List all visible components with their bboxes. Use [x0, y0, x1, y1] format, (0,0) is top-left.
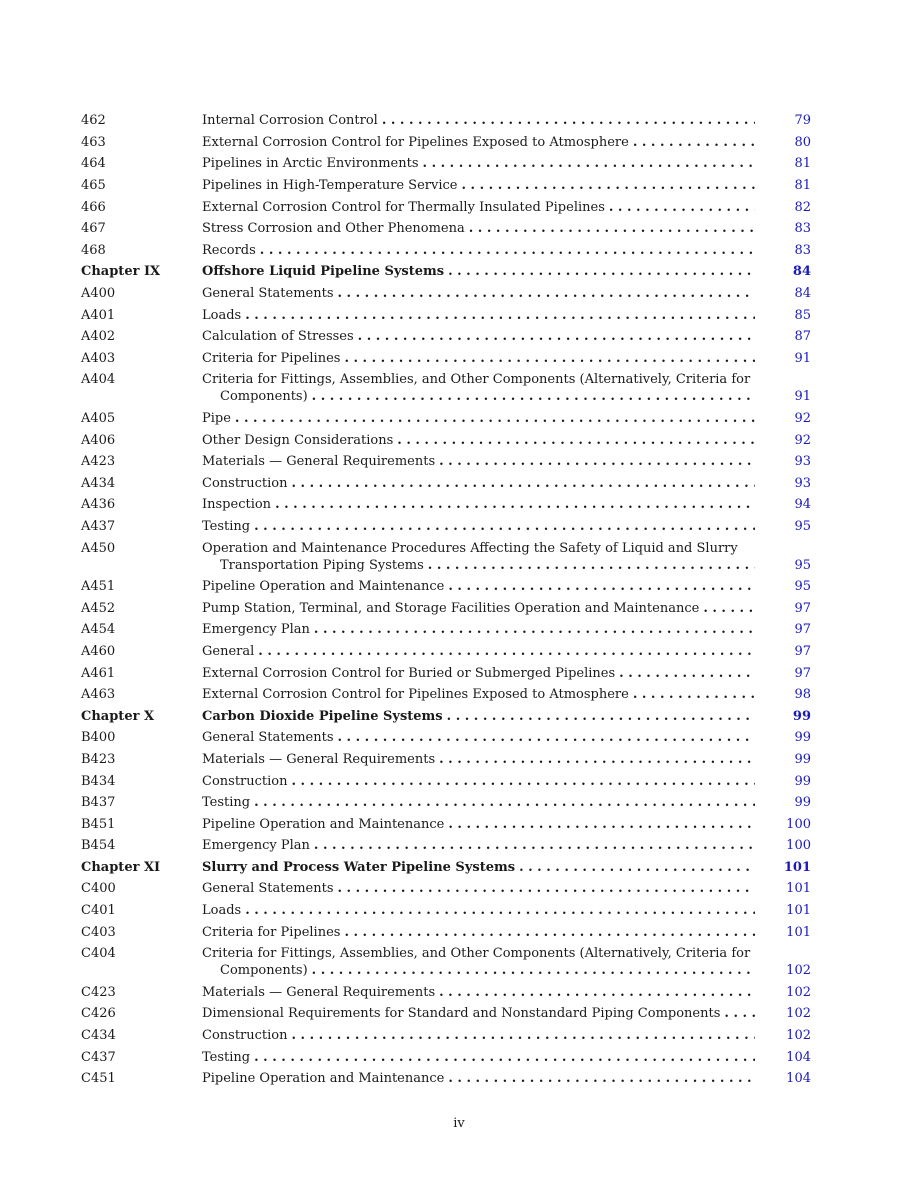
toc-title: External Corrosion Control for Thermally Insulated Pipelines [202, 199, 605, 215]
dot-leader [605, 199, 755, 216]
toc-page-link[interactable]: 95 [794, 557, 811, 573]
toc-page-link[interactable]: 91 [794, 389, 811, 405]
toc-title: Pipelines in Arctic Environments [202, 156, 419, 172]
dot-leader [354, 328, 755, 345]
toc-row[interactable] [81, 348, 811, 370]
toc-page-link[interactable]: 101 [786, 881, 811, 897]
toc-title: Pump Station, Terminal, and Storage Facilities Operation and Maintenance [202, 600, 700, 616]
toc-row[interactable] [81, 369, 811, 408]
dot-leader [720, 1005, 755, 1022]
toc-page-link[interactable]: 102 [786, 1006, 811, 1022]
toc-page-link[interactable]: 84 [794, 286, 811, 302]
toc-title: Slurry and Process Water Pipeline Systems [202, 859, 516, 875]
toc-title: External Corrosion Control for Buried or Submerged Pipelines [202, 665, 616, 681]
toc-title: Loads [202, 307, 242, 323]
toc-row[interactable] [81, 516, 811, 538]
toc-section-number: A461 [81, 665, 116, 681]
toc-row[interactable] [81, 727, 811, 749]
toc-row[interactable] [81, 451, 811, 473]
dot-leader [457, 177, 755, 194]
toc-section-number: A450 [81, 540, 116, 556]
toc-row[interactable] [81, 662, 811, 684]
toc-title: Criteria for Pipelines [202, 350, 341, 366]
dot-leader [444, 1070, 755, 1087]
toc-page-link[interactable]: 102 [786, 963, 811, 979]
toc-title: Testing [202, 1049, 251, 1065]
toc-row[interactable] [81, 792, 811, 814]
toc-chapter-row[interactable] [81, 857, 811, 879]
toc-page-link[interactable]: 101 [786, 924, 811, 940]
dot-leader [615, 665, 755, 682]
toc-section-number: A403 [81, 350, 116, 366]
toc-section-number: A404 [81, 372, 116, 388]
toc-page-link[interactable]: 97 [794, 600, 811, 616]
toc-title: External Corrosion Control for Pipelines Exposed to Atmosphere [202, 134, 629, 150]
toc-title: Offshore Liquid Pipeline Systems [202, 264, 445, 280]
toc-section-number: A436 [81, 497, 116, 513]
dot-leader [465, 220, 755, 237]
toc-page-link[interactable]: 94 [794, 497, 811, 513]
toc-title-continuation: Transportation Piping Systems [220, 557, 424, 573]
toc-title: Operation and Maintenance Procedures Affecting the Safety of Liquid and Slurry [202, 540, 738, 556]
toc-title: Materials — General Requirements [202, 984, 436, 1000]
toc-section-number: C451 [81, 1071, 116, 1087]
toc-page-link[interactable]: 99 [794, 751, 811, 767]
toc-page-link[interactable]: 99 [794, 795, 811, 811]
toc-title: Criteria for Fittings, Assemblies, and Other Components (Alternatively, Criteria for [202, 372, 751, 388]
toc-row[interactable] [81, 597, 811, 619]
toc-page-link[interactable]: 100 [786, 838, 811, 854]
toc-row[interactable] [81, 878, 811, 900]
toc-title: General Statements [202, 730, 334, 746]
dot-leader [256, 242, 755, 259]
toc-section-number: C437 [81, 1049, 116, 1065]
toc-section-number: A402 [81, 329, 116, 345]
dot-leader [340, 924, 755, 941]
toc-page-link[interactable]: 80 [794, 134, 811, 150]
toc-row[interactable] [81, 175, 811, 197]
toc-page-link[interactable]: 104 [786, 1071, 811, 1087]
toc-title: Stress Corrosion and Other Phenomena [202, 221, 465, 237]
toc-page-link[interactable]: 92 [794, 411, 811, 427]
toc-title: Calculation of Stresses [202, 329, 354, 345]
toc-row[interactable] [81, 537, 811, 576]
toc-page-link[interactable]: 99 [792, 708, 811, 724]
toc-section-number: A401 [81, 307, 116, 323]
toc-section-number: A460 [81, 643, 116, 659]
dot-leader [241, 902, 755, 919]
toc-title: Construction [202, 475, 288, 491]
dot-leader [334, 880, 756, 897]
toc-row[interactable] [81, 132, 811, 154]
dot-leader [310, 621, 755, 638]
toc-row[interactable] [81, 1003, 811, 1025]
toc-title: General Statements [202, 286, 334, 302]
toc-section-number: 463 [81, 134, 106, 150]
dot-leader [435, 453, 755, 470]
toc-page-link[interactable]: 97 [794, 622, 811, 638]
toc-section-number: A423 [81, 454, 116, 470]
dot-leader [250, 518, 755, 535]
toc-section-number: B451 [81, 816, 116, 832]
toc-section-number: Chapter X [81, 708, 155, 724]
toc-row[interactable] [81, 943, 811, 982]
toc-page-link[interactable]: 87 [794, 329, 811, 345]
toc-section-number: B423 [81, 751, 116, 767]
toc-row[interactable] [81, 110, 811, 132]
toc-title: Records [202, 242, 256, 258]
toc-page-link[interactable]: 79 [794, 113, 811, 129]
toc-page-link[interactable]: 93 [794, 475, 811, 491]
toc-row[interactable] [81, 684, 811, 706]
table-of-contents [81, 110, 811, 1090]
toc-row[interactable] [81, 283, 811, 305]
dot-leader [308, 388, 755, 405]
toc-section-number: B437 [81, 795, 116, 811]
dot-leader [424, 557, 755, 574]
toc-title: Emergency Plan [202, 838, 310, 854]
toc-section-number: 468 [81, 242, 106, 258]
dot-leader [288, 1027, 756, 1044]
toc-row[interactable] [81, 153, 811, 175]
dot-leader [444, 263, 755, 280]
toc-title: Inspection [202, 497, 272, 513]
toc-section-number: 464 [81, 156, 106, 172]
toc-title: Other Design Considerations [202, 432, 394, 448]
toc-page-link[interactable]: 104 [786, 1049, 811, 1065]
toc-page-link[interactable]: 101 [783, 859, 811, 875]
toc-row[interactable] [81, 408, 811, 430]
toc-row[interactable] [81, 196, 811, 218]
dot-leader [308, 962, 755, 979]
toc-title: General [202, 643, 255, 659]
toc-title: Emergency Plan [202, 622, 310, 638]
toc-row[interactable] [81, 1025, 811, 1047]
toc-page-link[interactable]: 98 [794, 687, 811, 703]
toc-page-link[interactable]: 93 [794, 454, 811, 470]
dot-leader [310, 837, 755, 854]
toc-title: Materials — General Requirements [202, 751, 436, 767]
page-number: iv [453, 1116, 465, 1131]
toc-row[interactable] [81, 749, 811, 771]
dot-leader [334, 285, 756, 302]
dot-leader [288, 773, 756, 790]
toc-row[interactable] [81, 641, 811, 663]
toc-title: Testing [202, 795, 251, 811]
toc-row[interactable] [81, 494, 811, 516]
toc-section-number: B434 [81, 773, 116, 789]
dot-leader [393, 432, 755, 449]
toc-title: Criteria for Fittings, Assemblies, and Other Components (Alternatively, Criteria for [202, 946, 751, 962]
toc-title: Construction [202, 1028, 288, 1044]
toc-title: Pipelines in High-Temperature Service [202, 178, 458, 194]
toc-title: General Statements [202, 881, 334, 897]
toc-title: Testing [202, 518, 251, 534]
toc-page-link[interactable]: 97 [794, 665, 811, 681]
dot-leader [629, 686, 755, 703]
toc-title: Pipeline Operation and Maintenance [202, 579, 445, 595]
toc-row[interactable] [81, 473, 811, 495]
toc-page-link[interactable]: 99 [794, 730, 811, 746]
toc-row[interactable] [81, 326, 811, 348]
toc-chapter-row[interactable] [81, 261, 811, 283]
dot-leader [288, 475, 756, 492]
toc-row[interactable] [81, 835, 811, 857]
toc-page-link[interactable]: 85 [794, 307, 811, 323]
dot-leader [444, 578, 755, 595]
dot-leader [515, 859, 755, 876]
toc-title: Materials — General Requirements [202, 454, 436, 470]
dot-leader [435, 751, 755, 768]
dot-leader [629, 134, 755, 151]
toc-row[interactable] [81, 770, 811, 792]
toc-section-number: C404 [81, 946, 116, 962]
dot-leader [271, 496, 755, 513]
toc-section-number: C434 [81, 1028, 116, 1044]
toc-section-number: A400 [81, 286, 116, 302]
toc-section-number: A406 [81, 432, 116, 448]
toc-section-number: B454 [81, 838, 116, 854]
toc-section-number: A452 [81, 600, 116, 616]
toc-page-link[interactable]: 100 [786, 816, 811, 832]
toc-row[interactable] [81, 240, 811, 262]
toc-page-link[interactable]: 102 [786, 1028, 811, 1044]
toc-page-link[interactable]: 101 [786, 903, 811, 919]
toc-section-number: C423 [81, 984, 116, 1000]
toc-page-link[interactable]: 84 [792, 264, 811, 280]
toc-row[interactable] [81, 576, 811, 598]
toc-page-link[interactable]: 81 [794, 178, 811, 194]
dot-leader [699, 600, 755, 617]
dot-leader [378, 112, 755, 129]
dot-leader [340, 350, 755, 367]
toc-chapter-row[interactable] [81, 705, 811, 727]
toc-title: Dimensional Requirements for Standard and Nonstandard Piping Components [202, 1006, 721, 1022]
toc-section-number: Chapter XI [81, 859, 161, 875]
toc-title: Pipe [202, 411, 231, 427]
toc-row[interactable] [81, 900, 811, 922]
toc-row[interactable] [81, 619, 811, 641]
dot-leader [231, 410, 755, 427]
toc-title: Carbon Dioxide Pipeline Systems [202, 708, 443, 724]
toc-section-number: C400 [81, 881, 116, 897]
toc-section-number: C426 [81, 1006, 116, 1022]
toc-title: Pipeline Operation and Maintenance [202, 816, 445, 832]
toc-page-link[interactable]: 97 [794, 643, 811, 659]
toc-section-number: B400 [81, 730, 116, 746]
toc-section-number: A454 [81, 622, 116, 638]
toc-title: Criteria for Pipelines [202, 924, 341, 940]
dot-leader [419, 155, 755, 172]
toc-section-number: A451 [81, 579, 116, 595]
toc-title: Loads [202, 903, 242, 919]
dot-leader [254, 643, 755, 660]
dot-leader [250, 794, 755, 811]
toc-page-link[interactable]: 83 [794, 221, 811, 237]
dot-leader [443, 708, 755, 725]
toc-section-number: 465 [81, 178, 106, 194]
toc-title: External Corrosion Control for Pipelines Exposed to Atmosphere [202, 687, 629, 703]
toc-row[interactable] [81, 921, 811, 943]
toc-page-link[interactable]: 95 [794, 518, 811, 534]
toc-row[interactable] [81, 1046, 811, 1068]
toc-section-number: 466 [81, 199, 106, 215]
toc-row[interactable] [81, 813, 811, 835]
toc-section-number: 462 [81, 113, 106, 129]
dot-leader [444, 816, 755, 833]
toc-section-number: A463 [81, 687, 116, 703]
toc-section-number: Chapter IX [81, 264, 161, 280]
dot-leader [250, 1049, 755, 1066]
dot-leader [334, 729, 756, 746]
toc-row[interactable] [81, 429, 811, 451]
toc-title-continuation: Components) [220, 963, 308, 979]
toc-page-link[interactable]: 91 [794, 350, 811, 366]
toc-page-link[interactable]: 83 [794, 242, 811, 258]
toc-title: Pipeline Operation and Maintenance [202, 1071, 445, 1087]
toc-section-number: A405 [81, 411, 116, 427]
toc-page-link[interactable]: 95 [794, 579, 811, 595]
toc-section-number: A434 [81, 475, 116, 491]
dot-leader [241, 307, 755, 324]
toc-row[interactable] [81, 982, 811, 1004]
toc-section-number: 467 [81, 221, 106, 237]
toc-title: Construction [202, 773, 288, 789]
toc-page-link[interactable]: 81 [794, 156, 811, 172]
toc-section-number: A437 [81, 518, 116, 534]
toc-page-link[interactable]: 82 [794, 199, 811, 215]
dot-leader [435, 984, 755, 1001]
toc-row[interactable] [81, 304, 811, 326]
toc-page-link[interactable]: 102 [786, 984, 811, 1000]
toc-title: Internal Corrosion Control [202, 113, 378, 129]
toc-row[interactable] [81, 218, 811, 240]
toc-title-continuation: Components) [220, 389, 308, 405]
toc-row[interactable] [81, 1068, 811, 1090]
toc-section-number: C403 [81, 924, 116, 940]
toc-section-number: C401 [81, 903, 116, 919]
toc-page-link[interactable]: 92 [794, 432, 811, 448]
toc-page-link[interactable]: 99 [794, 773, 811, 789]
